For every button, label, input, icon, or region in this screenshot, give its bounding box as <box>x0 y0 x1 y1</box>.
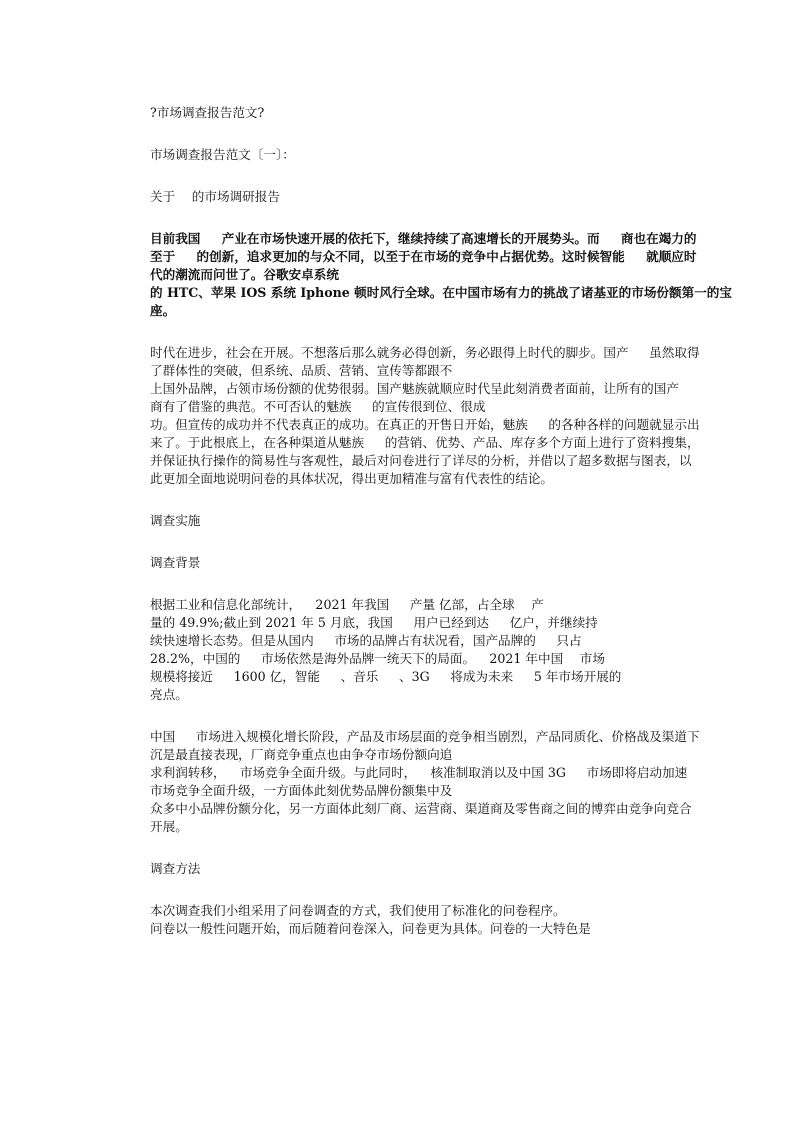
text-line: 规模将接近 1600 亿，智能 、音乐 、3G 将成为未来 5 年市场开展的 <box>150 669 622 684</box>
text-line: 至于 的创新，追求更加的与众不同，以至于在市场的竞争中占据优势。这时候智能 就顺应时 <box>150 249 697 264</box>
text-line: 商有了借鉴的典范。不可否认的魅族 的宣传很到位、很成 <box>150 399 486 414</box>
text-line: 28.2%，中国的 市场依然是海外品牌一统天下的局面。 2021 年中国 市场 <box>150 651 605 666</box>
text-line: 亮点。 <box>150 687 188 702</box>
text-line: 续快速增长态势。但是从国内 市场的品牌占有状况看，国产品牌的 只占 <box>150 633 582 648</box>
text-line: 并保证执行操作的简易性与客观性，最后对问卷进行了详尽的分析，并借以了超多数据与图表，以 <box>150 453 692 468</box>
text-line: 沉是最直接表现，厂商竞争重点也由争夺市场份额向追 <box>150 747 453 762</box>
paragraph-market <box>150 728 740 836</box>
text-line: 上国外品牌，占领市场份额的优势很弱。国产魅族就顺应时代呈此刻消费者面前，让所有的国产 <box>150 381 679 396</box>
document-page <box>150 104 740 938</box>
section-heading-background: 调查背景 <box>150 555 201 570</box>
document-subtitle: 市场调查报告范文〔一〕： <box>150 147 295 162</box>
text-line: 目前我国 产业在市场快速开展的依托下，继续持续了高速增长的开展势头。而 商也在竭力的 <box>150 231 697 246</box>
text-line: 量的 49.9%;截止到 2021 年 5 月底，我国 用户已经到达 亿户，并继续持 <box>150 615 598 630</box>
text-line: 代的潮流而问世了。谷歌安卓系统 <box>150 267 339 282</box>
text-line: 众多中小品牌份额分化，另一方面体此刻厂商、运营商、渠道商及零售商之间的博弈由竞争向竞合 <box>150 801 692 816</box>
text-line: 座。 <box>150 303 176 318</box>
section-heading-method: 调查方法 <box>150 861 201 876</box>
text-line: 时代在进步，社会在开展。不想落后那么就务必得创新，务必跟得上时代的脚步。国产 虽然取得 <box>150 345 700 360</box>
text-line: 问卷以一般性问题开始，而后随着问卷深入，问卷更为具体。问卷的一大特色是 <box>150 921 591 936</box>
text-line: 开展。 <box>150 819 188 834</box>
text-line: 本次调查我们小组采用了问卷调查的方式，我们使用了标准化的问卷程序。 <box>150 903 566 918</box>
text-line: 求利润转移， 市场竞争全面升级。与此同时， 核准制取消以及中国 3G 市场即将启动加速 <box>150 765 688 780</box>
paragraph-intro <box>150 230 740 320</box>
text-line: 来了。于此根底上，在各种渠道从魅族 的营销、优势、产品、库存多个方面上进行了资料搜集， <box>150 435 700 450</box>
text-line: 中国 市场进入规模化增长阶段，产品及市场层面的竞争相当剧烈，产品同质化、价格战及渠道下 <box>150 729 700 744</box>
text-line: 的 HTC、苹果 IOS 系统 Iphone 顿时风行全球。在中国市场有力的挑战了诸基亚的市场份额第一的宝 <box>150 285 732 300</box>
paragraph-progress <box>150 344 740 488</box>
text-line: 此更加全面地说明问卷的具体状况，得出更加精准与富有代表性的结论。 <box>150 471 553 486</box>
text-line: 功。但宣传的成功并不代表真正的成功。在真正的开售日开始，魅族 的各种各样的问题就显示出 <box>150 417 700 432</box>
text-line: 根据工业和信息化部统计， 2021 年我国 产量 亿部，占全球 产 <box>150 597 544 612</box>
paragraph-background <box>150 596 740 704</box>
paragraph-method <box>150 902 740 938</box>
section-heading-implementation: 调查实施 <box>150 513 201 528</box>
text-line: 市场竞争全面升级，一方面体此刻优势品牌份额集中及 <box>150 783 453 798</box>
report-title: 关于 的市场调研报告 <box>150 189 280 204</box>
document-title: ?市场调查报告范文? <box>150 105 265 120</box>
text-line: 了群体性的突破，但系统、品质、营销、宣传等都跟不 <box>150 363 453 378</box>
